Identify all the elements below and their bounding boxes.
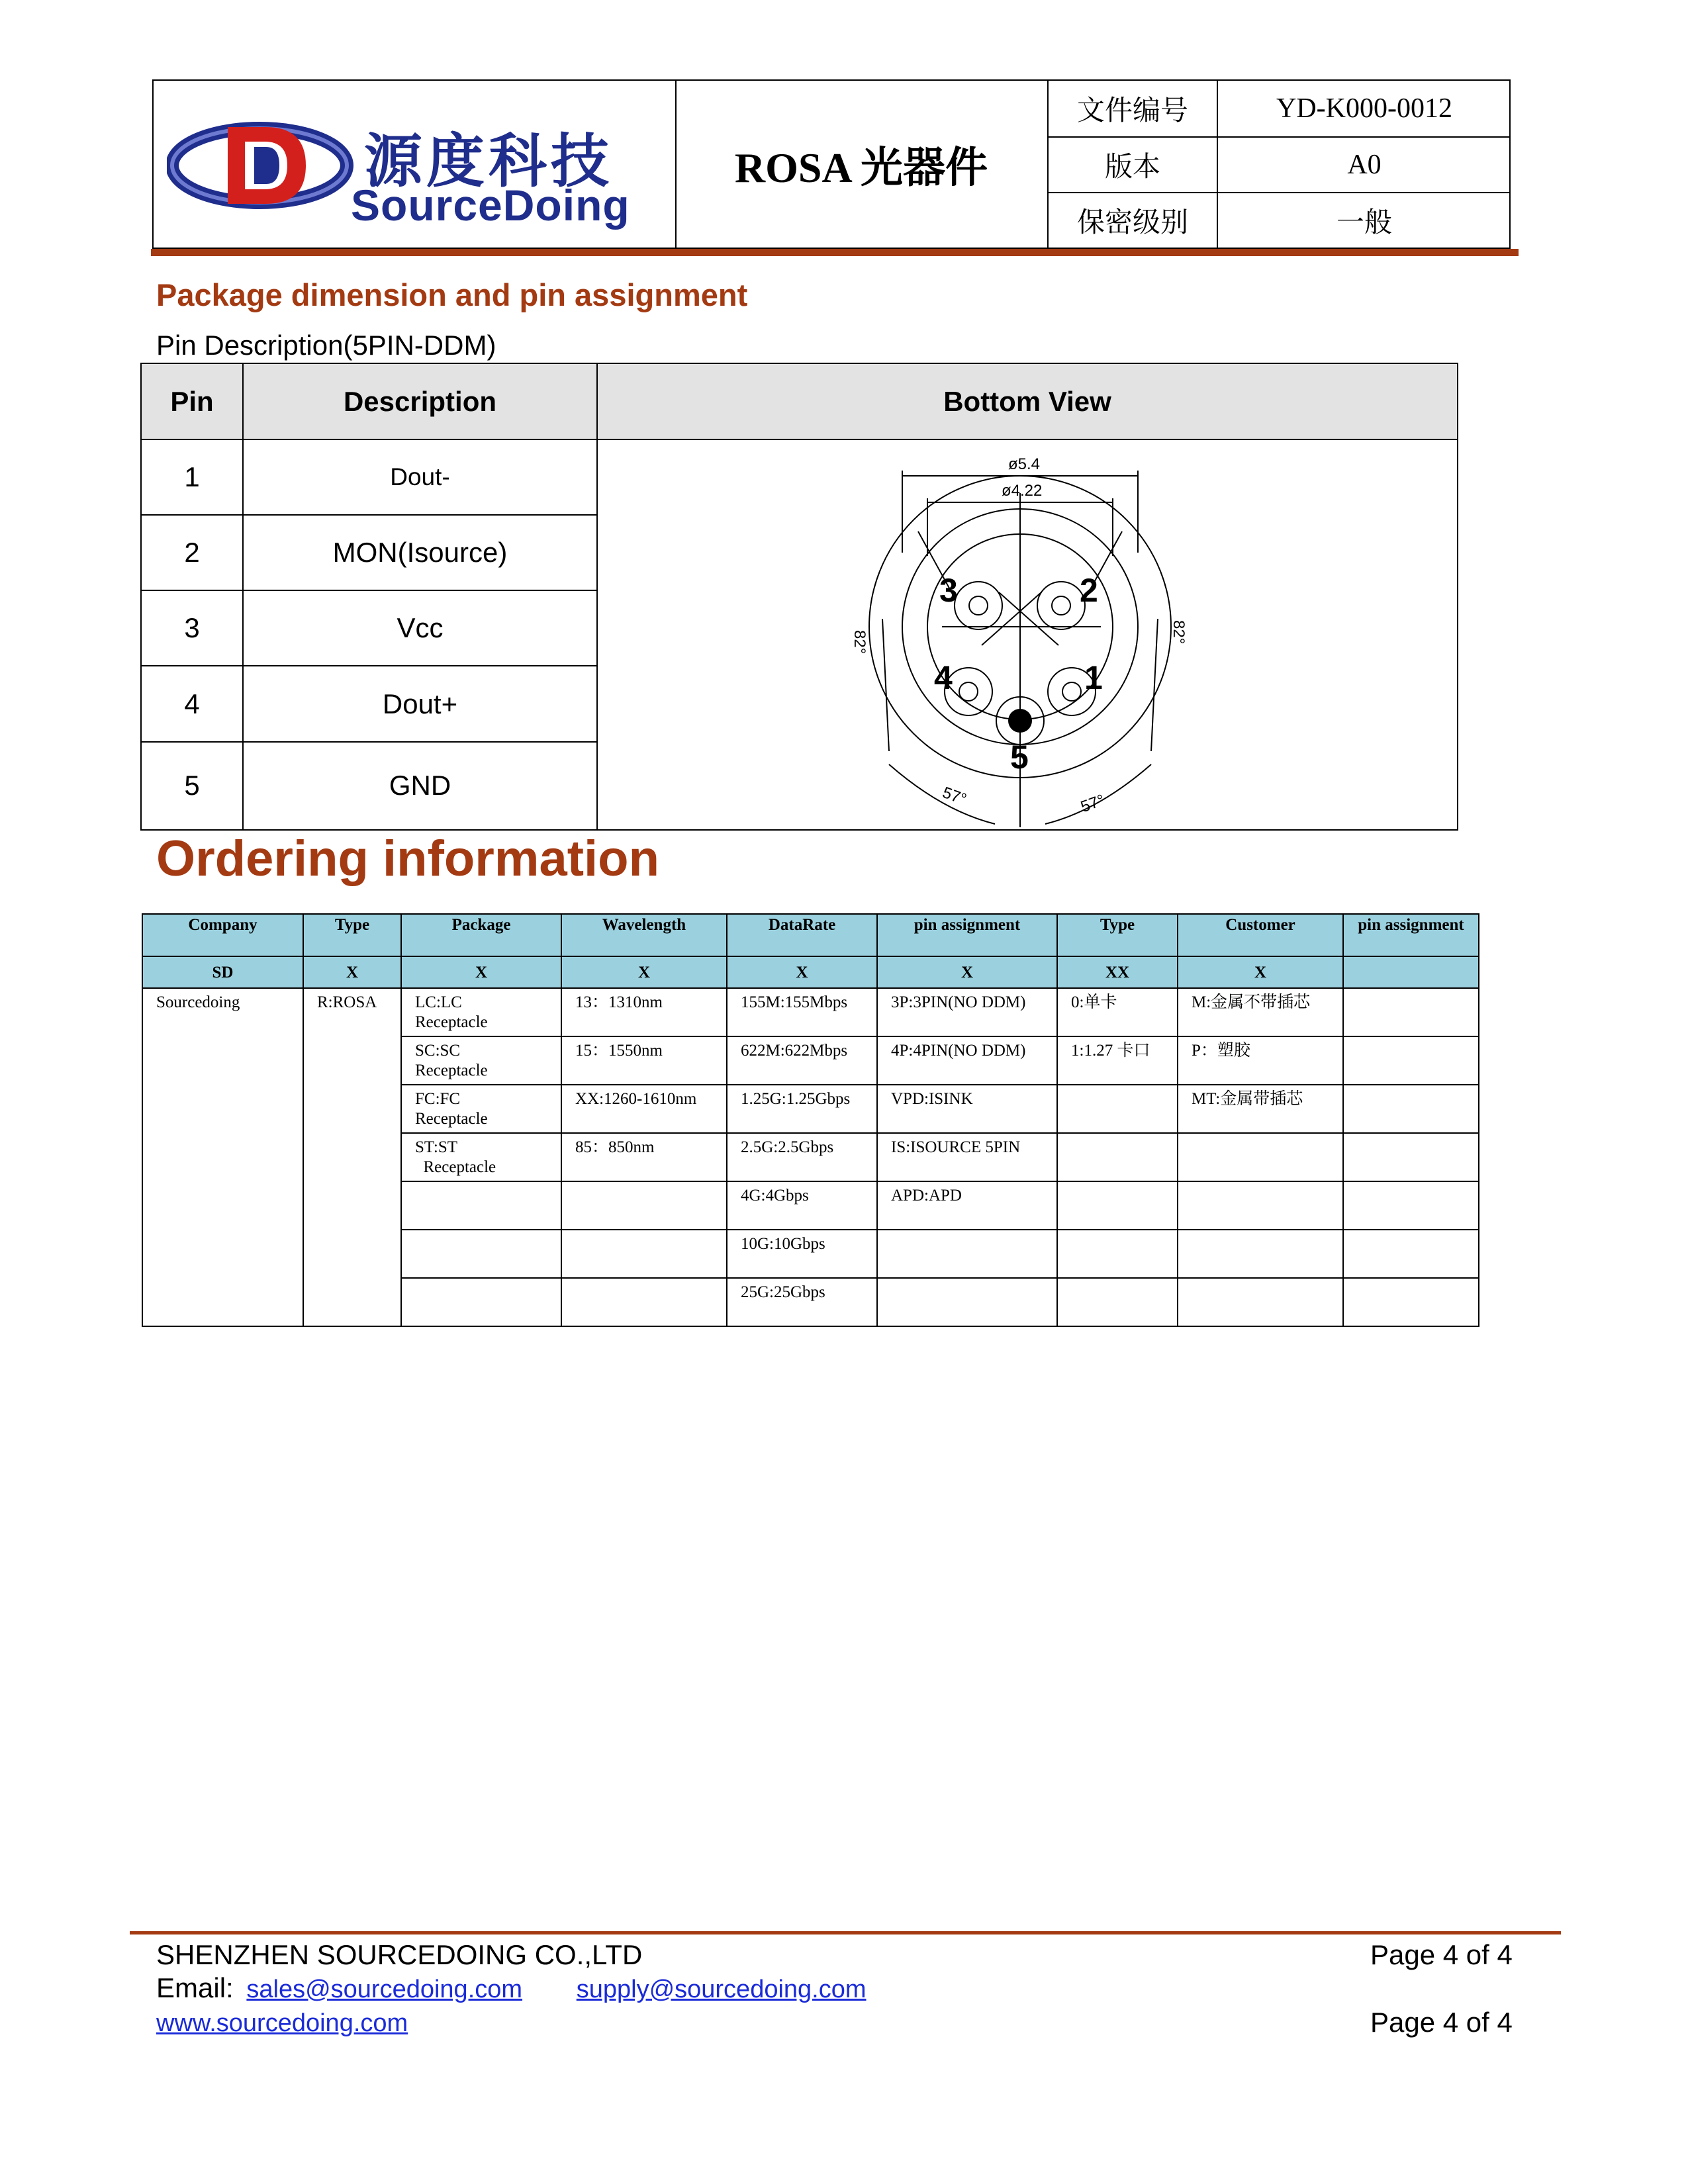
datarate-cell: 4G:4Gbps — [727, 1181, 877, 1230]
package-kind: Receptacle — [423, 1158, 496, 1176]
pin-assignment2-cell — [1343, 1133, 1479, 1181]
pin-assignment2-cell — [1343, 1181, 1479, 1230]
type-cell: R:ROSA — [303, 988, 401, 1326]
datarate-cell: 1.25G:1.25Gbps — [727, 1085, 877, 1133]
email-supply-link[interactable]: supply@sourcedoing.com — [576, 1976, 867, 2003]
package-code: FC:FC — [415, 1090, 461, 1108]
package-kind: Receptacle — [415, 1013, 488, 1031]
table-row — [142, 988, 1479, 1036]
col-header-pin-assignment: pin assignment — [877, 914, 1057, 956]
pin-description: GND — [243, 742, 597, 830]
wavelength-cell — [561, 1230, 727, 1278]
angle-bottom-right-label: 57° — [1078, 791, 1107, 817]
pin-assignment2-cell — [1343, 1085, 1479, 1133]
type2-cell — [1057, 1085, 1178, 1133]
logo-chinese-name: 源度科技 — [364, 128, 614, 194]
pin-assignment-cell: IS:ISOURCE 5PIN — [877, 1133, 1057, 1181]
meta-key: 保密级别 — [1049, 193, 1218, 248]
footer-divider — [130, 1931, 1561, 1934]
footer-company: SHENZHEN SOURCEDOING CO.,LTD — [156, 1939, 643, 1970]
meta-value: YD-K000-0012 — [1276, 93, 1452, 124]
pin-label-4: 4 — [934, 659, 953, 696]
section-title-package: Package dimension and pin assignment — [156, 277, 748, 312]
package-code: LC:LC — [415, 993, 462, 1011]
customer-cell: MT:金属带插芯 — [1178, 1085, 1343, 1133]
package-cell — [401, 988, 561, 1036]
pin-description: Dout- — [243, 439, 597, 515]
meta-key: 版本 — [1049, 138, 1218, 192]
pin-assignment2-cell — [1343, 988, 1479, 1036]
col-header-bottom-view: Bottom View — [597, 363, 1458, 439]
meta-key: 文件编号 — [1049, 81, 1218, 136]
bottom-view-drawing — [598, 440, 1456, 829]
document-header — [152, 79, 1511, 249]
angle-right-label: 82° — [1170, 620, 1188, 645]
email-label: Email: — [156, 1972, 234, 2003]
package-cell — [401, 1230, 561, 1278]
wavelength-cell — [561, 1278, 727, 1326]
meta-row-version — [1049, 136, 1511, 192]
col-header-package: Package — [401, 914, 561, 956]
pin-description: MON(Isource) — [243, 515, 597, 590]
pin-assignment-cell: VPD:ISINK — [877, 1085, 1057, 1133]
pin-assignment-cell: 3P:3PIN(NO DDM) — [877, 988, 1057, 1036]
document-meta — [1049, 81, 1511, 248]
customer-cell — [1178, 1181, 1343, 1230]
pin-label-5: 5 — [1010, 739, 1029, 776]
package-kind: Receptacle — [415, 1110, 488, 1128]
code-cell: X — [561, 956, 727, 988]
package-code: ST:ST — [415, 1138, 458, 1156]
type2-cell — [1057, 1230, 1178, 1278]
meta-row-doc-number — [1049, 81, 1511, 136]
code-cell: X — [727, 956, 877, 988]
pin-assignment2-cell — [1343, 1278, 1479, 1326]
footer-email-line — [156, 1972, 867, 2004]
code-cell — [1343, 956, 1479, 988]
pin-table — [140, 363, 1458, 831]
website-link[interactable]: www.sourcedoing.com — [156, 2009, 408, 2037]
col-header-pin-assignment2: pin assignment — [1343, 914, 1479, 956]
pin-assignment-cell: APD:APD — [877, 1181, 1057, 1230]
pin-assignment2-cell — [1343, 1230, 1479, 1278]
type2-cell — [1057, 1278, 1178, 1326]
package-kind: Receptacle — [415, 1062, 488, 1079]
col-header-type: Type — [303, 914, 401, 956]
datarate-cell: 622M:622Mbps — [727, 1036, 877, 1085]
meta-value: 一般 — [1336, 208, 1392, 238]
type2-cell — [1057, 1181, 1178, 1230]
pin-number: 4 — [141, 666, 243, 741]
ordering-header-row — [142, 914, 1479, 956]
pin-description: Dout+ — [243, 666, 597, 741]
col-header-customer: Customer — [1178, 914, 1343, 956]
header-divider — [151, 249, 1519, 256]
pin-assignment-cell — [877, 1230, 1057, 1278]
pin-assignment-cell — [877, 1278, 1057, 1326]
type2-cell: 1:1.27 卡口 — [1057, 1036, 1178, 1085]
datarate-cell: 155M:155Mbps — [727, 988, 877, 1036]
dim-inner-label: ø4.22 — [1002, 482, 1043, 500]
package-cell — [401, 1036, 561, 1085]
pin-label-3: 3 — [939, 572, 958, 609]
bottom-view-cell — [597, 439, 1458, 830]
customer-cell — [1178, 1133, 1343, 1181]
logo-cell — [154, 81, 677, 248]
dim-outer-label: ø5.4 — [1008, 455, 1041, 473]
pin-number: 5 — [141, 742, 243, 830]
pin-description-label: Pin Description(5PIN-DDM) — [156, 330, 496, 361]
pin-label-2: 2 — [1080, 572, 1098, 609]
code-cell: X — [303, 956, 401, 988]
pin-number: 3 — [141, 590, 243, 666]
ordering-code-row — [142, 956, 1479, 988]
package-cell — [401, 1278, 561, 1326]
wavelength-cell — [561, 1181, 727, 1230]
datarate-cell: 25G:25Gbps — [727, 1278, 877, 1326]
pin-label-1: 1 — [1084, 659, 1103, 696]
logo-english-name: SourceDoing — [351, 181, 630, 230]
wavelength-cell: 15：1550nm — [561, 1036, 727, 1085]
company-cell: Sourcedoing — [142, 988, 303, 1326]
table-row — [141, 439, 1458, 515]
code-cell: XX — [1057, 956, 1178, 988]
email-sales-link[interactable]: sales@sourcedoing.com — [246, 1976, 523, 2003]
ordering-table — [142, 913, 1479, 1327]
datarate-cell: 2.5G:2.5Gbps — [727, 1133, 877, 1181]
pin-assignment2-cell — [1343, 1036, 1479, 1085]
col-header-wavelength: Wavelength — [561, 914, 727, 956]
pin-table-header — [141, 363, 1458, 439]
pin-number: 2 — [141, 515, 243, 590]
col-header-company: Company — [142, 914, 303, 956]
angle-bottom-left-label: 57° — [940, 784, 969, 809]
type2-cell — [1057, 1133, 1178, 1181]
code-cell: X — [877, 956, 1057, 988]
code-cell: SD — [142, 956, 303, 988]
footer-page-bottom: Page 4 of 4 — [1370, 2007, 1513, 2038]
code-cell: X — [401, 956, 561, 988]
package-cell — [401, 1085, 561, 1133]
code-cell: X — [1178, 956, 1343, 988]
col-header-pin: Pin — [141, 363, 243, 439]
customer-cell: P：塑胶 — [1178, 1036, 1343, 1085]
logo-swoosh-icon — [167, 107, 359, 220]
pin-number: 1 — [141, 439, 243, 515]
pin-labels — [934, 572, 1103, 776]
package-cell — [401, 1181, 561, 1230]
wavelength-cell: 13：1310nm — [561, 988, 727, 1036]
package-code: SC:SC — [415, 1042, 461, 1060]
document-title: ROSA 光器件 — [675, 81, 1049, 248]
gnd-pin-dot — [1008, 709, 1032, 733]
section-title-ordering: Ordering information — [156, 831, 659, 887]
col-header-datarate: DataRate — [727, 914, 877, 956]
customer-cell — [1178, 1278, 1343, 1326]
col-header-type2: Type — [1057, 914, 1178, 956]
wavelength-cell: XX:1260-1610nm — [561, 1085, 727, 1133]
package-cell — [401, 1133, 561, 1181]
pin-assignment-cell: 4P:4PIN(NO DDM) — [877, 1036, 1057, 1085]
angle-left-label: 82° — [851, 630, 868, 655]
wavelength-cell: 85：850nm — [561, 1133, 727, 1181]
footer-page-top: Page 4 of 4 — [1370, 1939, 1513, 1970]
datarate-cell: 10G:10Gbps — [727, 1230, 877, 1278]
customer-cell — [1178, 1230, 1343, 1278]
pin-description: Vcc — [243, 590, 597, 666]
col-header-description: Description — [243, 363, 597, 439]
customer-cell: M:金属不带插芯 — [1178, 988, 1343, 1036]
type2-cell: 0:单卡 — [1057, 988, 1178, 1036]
meta-row-confidentiality — [1049, 192, 1511, 248]
meta-value: A0 — [1347, 150, 1382, 180]
